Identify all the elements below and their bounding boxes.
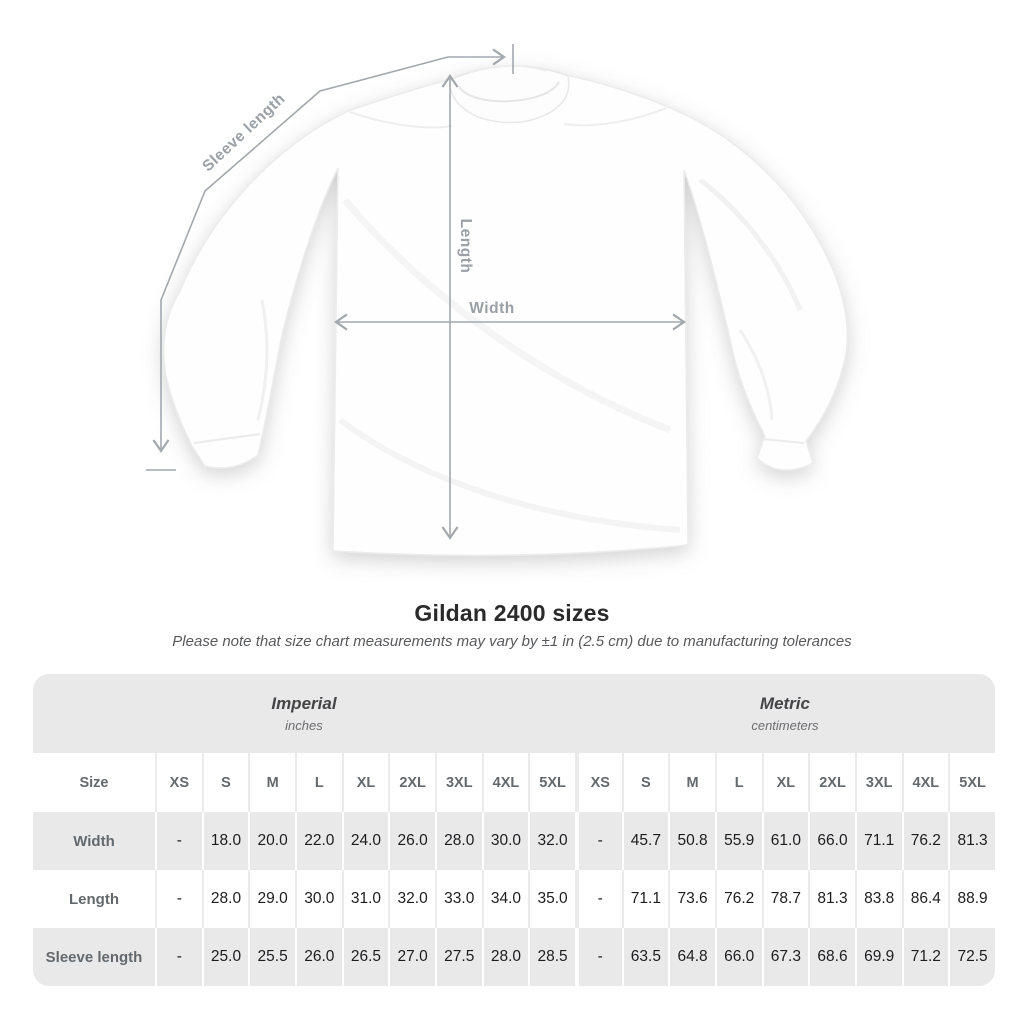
cell: 66.0 <box>808 812 855 870</box>
cell: - <box>155 812 202 870</box>
length-label: Length <box>457 218 474 274</box>
cell: - <box>575 928 622 986</box>
cell: 68.6 <box>808 928 855 986</box>
table-row-sleeve-length <box>33 928 995 986</box>
cell: 29.0 <box>248 870 295 928</box>
imperial-size-4xl: 4XL <box>482 753 529 812</box>
imperial-sublabel: inches <box>285 718 323 733</box>
cell: 55.9 <box>715 812 762 870</box>
cell: 27.5 <box>435 928 482 986</box>
cell: 30.0 <box>482 812 529 870</box>
imperial-size-xs: XS <box>155 753 202 812</box>
cell: 33.0 <box>435 870 482 928</box>
cell: 73.6 <box>668 870 715 928</box>
metric-group-header <box>575 674 995 753</box>
cell: 28.0 <box>435 812 482 870</box>
metric-size-m: M <box>668 753 715 812</box>
cell: - <box>575 812 622 870</box>
cell: 50.8 <box>668 812 715 870</box>
imperial-size-l: L <box>295 753 342 812</box>
page-title: Gildan 2400 sizes <box>414 600 610 626</box>
cell: 88.9 <box>948 870 995 928</box>
cell: 45.7 <box>622 812 669 870</box>
table-row-length <box>33 870 995 928</box>
cell: 26.5 <box>342 928 389 986</box>
metric-label: Metric <box>759 694 810 713</box>
row-label-sleeve-length: Sleeve length <box>33 928 155 986</box>
cell: 76.2 <box>715 870 762 928</box>
cell: 66.0 <box>715 928 762 986</box>
imperial-size-m: M <box>248 753 295 812</box>
table-row-width <box>33 812 995 870</box>
metric-size-4xl: 4XL <box>902 753 949 812</box>
tolerance-note: Please note that size chart measurements may vary by ±1 in (2.5 cm) due to manufacturing tolerances <box>172 633 852 650</box>
size-column-header: Size <box>33 753 155 812</box>
cell: 28.5 <box>528 928 575 986</box>
cell: 83.8 <box>855 870 902 928</box>
imperial-group-header <box>33 674 575 753</box>
cell: 26.0 <box>295 928 342 986</box>
metric-size-5xl: 5XL <box>948 753 995 812</box>
cell: 71.1 <box>855 812 902 870</box>
cell: 61.0 <box>762 812 809 870</box>
cell: 32.0 <box>528 812 575 870</box>
cell: 34.0 <box>482 870 529 928</box>
imperial-label: Imperial <box>271 694 337 713</box>
cell: 25.0 <box>202 928 249 986</box>
cell: 64.8 <box>668 928 715 986</box>
cell: 30.0 <box>295 870 342 928</box>
imperial-size-3xl: 3XL <box>435 753 482 812</box>
size-header-row <box>33 753 995 812</box>
cell: 28.0 <box>202 870 249 928</box>
metric-size-s: S <box>622 753 669 812</box>
cell: 22.0 <box>295 812 342 870</box>
cell: 86.4 <box>902 870 949 928</box>
cell: 32.0 <box>388 870 435 928</box>
imperial-size-2xl: 2XL <box>388 753 435 812</box>
cell: 63.5 <box>622 928 669 986</box>
size-table <box>33 674 995 986</box>
row-label-width: Width <box>33 812 155 870</box>
cell: 28.0 <box>482 928 529 986</box>
metric-size-xl: XL <box>762 753 809 812</box>
cell: 27.0 <box>388 928 435 986</box>
unit-group-row <box>33 674 995 753</box>
imperial-size-5xl: 5XL <box>528 753 575 812</box>
cell: 24.0 <box>342 812 389 870</box>
size-table-container <box>33 674 995 986</box>
cell: - <box>155 870 202 928</box>
cell: 67.3 <box>762 928 809 986</box>
cell: 81.3 <box>808 870 855 928</box>
width-label: Width <box>469 300 515 317</box>
cell: 69.9 <box>855 928 902 986</box>
cell: - <box>155 928 202 986</box>
cell: 26.0 <box>388 812 435 870</box>
cell: 81.3 <box>948 812 995 870</box>
cell: 76.2 <box>902 812 949 870</box>
metric-size-3xl: 3XL <box>855 753 902 812</box>
metric-sublabel: centimeters <box>751 718 819 733</box>
cell: 78.7 <box>762 870 809 928</box>
cell: 18.0 <box>202 812 249 870</box>
cell: 25.5 <box>248 928 295 986</box>
cell: 71.1 <box>622 870 669 928</box>
cell: - <box>575 870 622 928</box>
metric-size-2xl: 2XL <box>808 753 855 812</box>
cell: 31.0 <box>342 870 389 928</box>
imperial-size-xl: XL <box>342 753 389 812</box>
sleeve-length-label: Sleeve length <box>199 90 289 176</box>
metric-size-xs: XS <box>575 753 622 812</box>
cell: 72.5 <box>948 928 995 986</box>
imperial-size-s: S <box>202 753 249 812</box>
cell: 20.0 <box>248 812 295 870</box>
row-label-length: Length <box>33 870 155 928</box>
cell: 71.2 <box>902 928 949 986</box>
cell: 35.0 <box>528 870 575 928</box>
metric-size-l: L <box>715 753 762 812</box>
